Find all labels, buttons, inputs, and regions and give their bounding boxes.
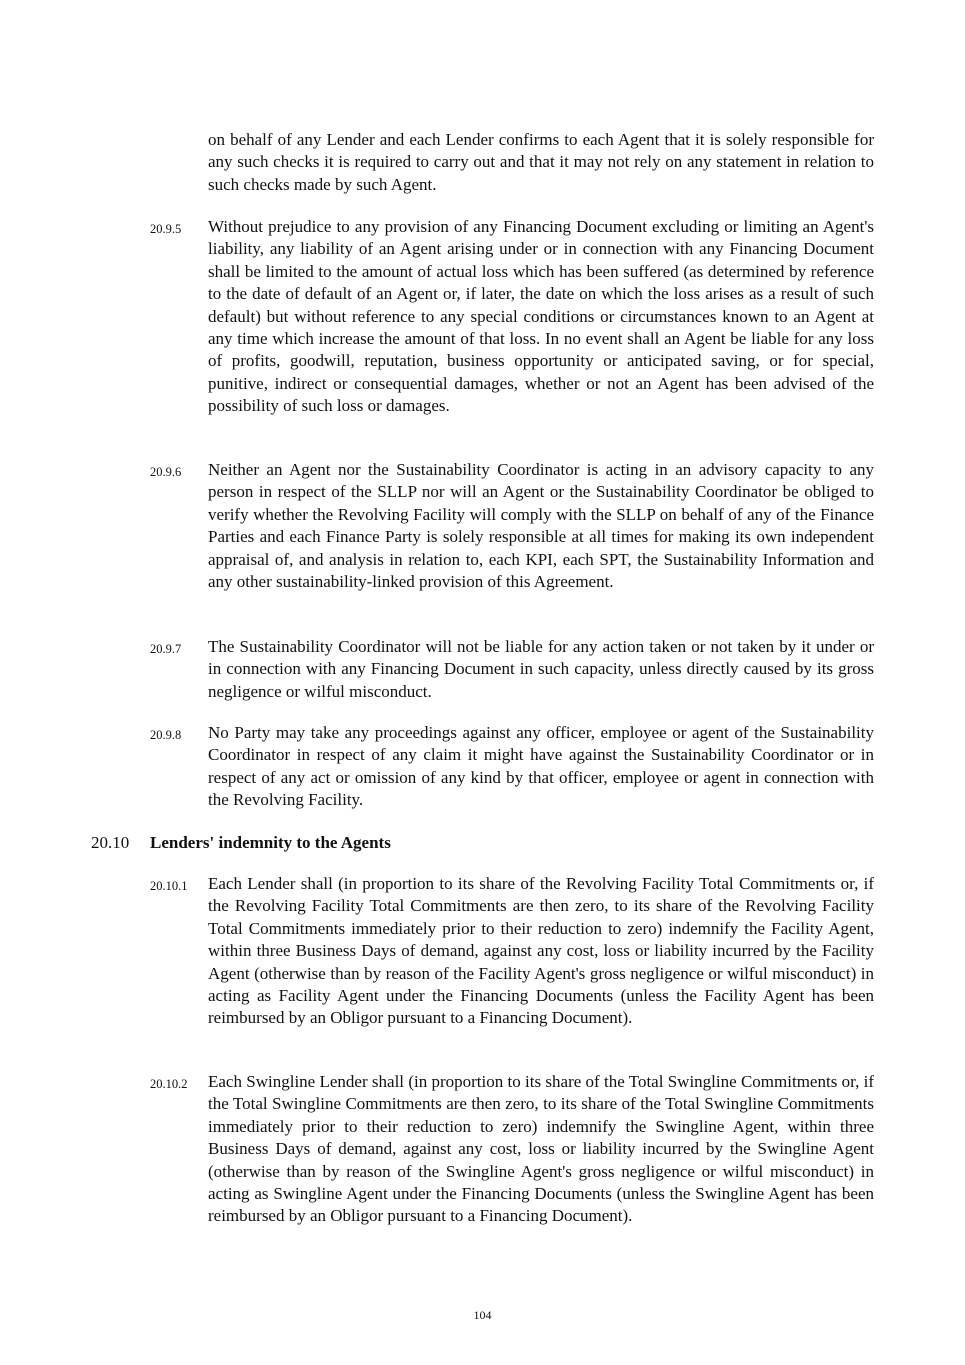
- section-number-20-10: 20.10: [91, 833, 130, 852]
- clause-text-20-9-8: No Party may take any proceedings against any officer, employee or agent of the Sustainability Coordinator in respect of any claim it might have against the Sustainability Coordinator or in respect of any act or omission of any kind by that officer, employee or agent in connection with the Revolving Facility.: [208, 723, 874, 810]
- continuation-paragraph: on behalf of any Lender and each Lender confirms to each Agent that it is solely responsible for any such checks it is required to carry out and that it may not rely on any statement in relation to such checks made by such Agent.: [208, 130, 874, 194]
- clause-text-20-10-1: Each Lender shall (in proportion to its share of the Revolving Facility Total Commitments or, if the Revolving Facility Total Commitments are then zero, to its share of the Revolving Facility Total Commitments immediately prior to their reduction to zero) indemnify the Facility Agent, within three Business Days of demand, against any cost, loss or liability incurred by the Facility Agent (otherwise than by reason of the Facility Agent's gross negligence or wilful misconduct) in acting as Facility Agent under the Financing Documents (unless the Facility Agent has been reimbursed by an Obligor pursuant to a Financing Document).: [208, 874, 874, 1028]
- clause-number-20-9-6: 20.9.6: [150, 465, 182, 479]
- clause-text-20-9-6: Neither an Agent nor the Sustainability Coordinator is acting in an advisory capacity to any person in respect of the SLLP nor will an Agent or the Sustainability Coordinator be obliged to verify whether the Revolving Facility will comply with the SLLP on behalf of any of the Finance Parties and each Finance Party is solely responsible at all times for making its own independent appraisal of, and analysis in relation to, each KPI, each SPT, the Sustainability Information and any other sustainability-linked provision of this Agreement.: [208, 460, 874, 592]
- clause-number-20-9-7: 20.9.7: [150, 642, 182, 656]
- clause-number-20-10-1: 20.10.1: [150, 879, 188, 893]
- page-number: 104: [473, 1308, 492, 1322]
- clause-number-20-9-5: 20.9.5: [150, 222, 182, 236]
- clause-text-20-10-2: Each Swingline Lender shall (in proportion to its share of the Total Swingline Commitments or, if the Total Swingline Commitments are then zero, to its share of the Total Swingline Commitments immediately prior to their reduction to zero) indemnify the Swingline Agent, within three Business Days of demand, against any cost, loss or liability incurred by the Swingline Agent (otherwise than by reason of the Swingline Agent's gross negligence or wilful misconduct) in acting as Swingline Agent under the Financing Documents (unless the Swingline Agent has been reimbursed by an Obligor pursuant to a Financing Document).: [208, 1072, 874, 1226]
- clause-number-20-9-8: 20.9.8: [150, 728, 182, 742]
- clause-number-20-10-2: 20.10.2: [150, 1077, 188, 1091]
- clause-text-20-9-5: Without prejudice to any provision of any Financing Document excluding or limiting an Agent's liability, any liability of an Agent arising under or in connection with any Financing Document shall be limited to the amount of actual loss which has been suffered (as determined by reference to the date of default of an Agent or, if later, the date on which the loss arises as a result of such default) but without reference to any special conditions or circumstances known to an Agent at any time which increase the amount of that loss. In no event shall an Agent be liable for any loss of profits, goodwill, reputation, business opportunity or anticipated saving, or for special, punitive, indirect or consequential damages, whether or not an Agent has been advised of the possibility of such loss or damages.: [208, 217, 874, 416]
- section-title-20-10: Lenders' indemnity to the Agents: [150, 833, 391, 852]
- clause-text-20-9-7: The Sustainability Coordinator will not be liable for any action taken or not taken by it under or in connection with any Financing Document in such capacity, unless directly caused by its gross negligence or wilful misconduct.: [208, 637, 874, 701]
